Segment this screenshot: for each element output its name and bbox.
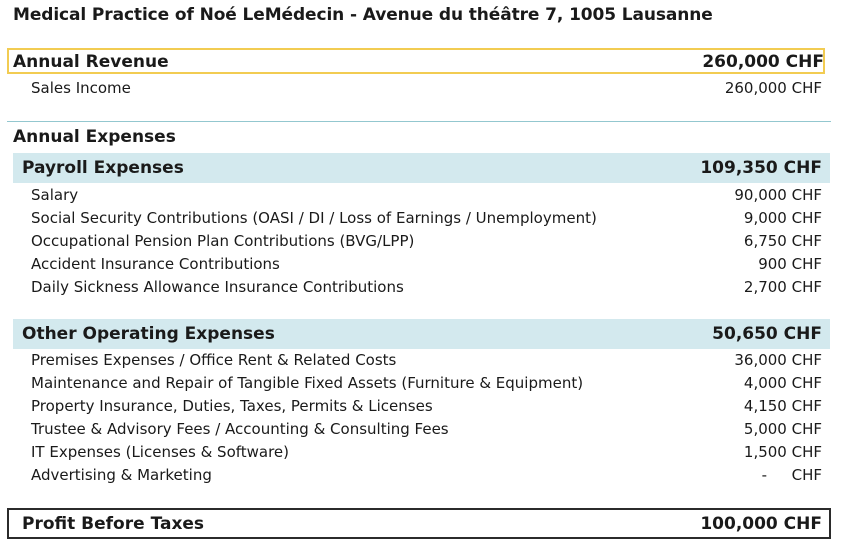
- payroll-item-label: Social Security Contributions (OASI / DI / Loss of Earnings / Unemployment): [31, 209, 597, 227]
- payroll-item-label: Salary: [31, 186, 79, 204]
- payroll-item-amount: 2,700 CHF: [743, 278, 822, 296]
- other-expenses-label: Other Operating Expenses: [22, 324, 275, 344]
- other-item-amount: 36,000 CHF: [734, 351, 822, 369]
- revenue-total: 260,000 CHF: [702, 52, 824, 72]
- revenue-label: Annual Revenue: [13, 52, 169, 72]
- section-divider: [7, 121, 831, 122]
- revenue-item-amount: 260,000 CHF: [724, 79, 822, 97]
- payroll-item-label: Occupational Pension Plan Contributions (BVG/LPP): [31, 232, 415, 250]
- payroll-total: 109,350 CHF: [700, 158, 822, 178]
- payroll-item-amount: 90,000 CHF: [734, 186, 822, 204]
- amount-unit: CHF: [791, 466, 822, 484]
- other-item-label: Trustee & Advisory Fees / Accounting & Consulting Fees: [31, 420, 449, 438]
- other-item-amount: 4,000 CHF: [743, 374, 822, 392]
- other-expenses-total: 50,650 CHF: [712, 324, 822, 344]
- payroll-item-amount: 900 CHF: [758, 255, 822, 273]
- revenue-item-label: Sales Income: [31, 79, 131, 97]
- other-item-amount: 1,500 CHF: [743, 443, 822, 461]
- profit-label: Profit Before Taxes: [22, 514, 205, 534]
- other-item-label: Advertising & Marketing: [31, 466, 212, 484]
- payroll-item-amount: 6,750 CHF: [743, 232, 822, 250]
- other-item-amount: [762, 466, 822, 484]
- other-item-amount: 4,150 CHF: [743, 397, 822, 415]
- profit-amount: 100,000 CHF: [700, 514, 822, 534]
- amount-dash: -: [761, 466, 768, 484]
- payroll-item-amount: 9,000 CHF: [743, 209, 822, 227]
- payroll-item-label: Daily Sickness Allowance Insurance Contributions: [31, 278, 404, 296]
- other-item-label: IT Expenses (Licenses & Software): [31, 443, 290, 461]
- page-title: Medical Practice of Noé LeMédecin - Avenue du théâtre 7, 1005 Lausanne: [13, 5, 713, 25]
- expenses-label: Annual Expenses: [13, 127, 176, 147]
- other-item-amount: 5,000 CHF: [743, 420, 822, 438]
- payroll-label: Payroll Expenses: [22, 158, 184, 178]
- payroll-item-label: Accident Insurance Contributions: [31, 255, 280, 273]
- other-item-label: Premises Expenses / Office Rent & Related Costs: [31, 351, 397, 369]
- other-item-label: Maintenance and Repair of Tangible Fixed Assets (Furniture & Equipment): [31, 374, 584, 392]
- other-item-label: Property Insurance, Duties, Taxes, Permits & Licenses: [31, 397, 433, 415]
